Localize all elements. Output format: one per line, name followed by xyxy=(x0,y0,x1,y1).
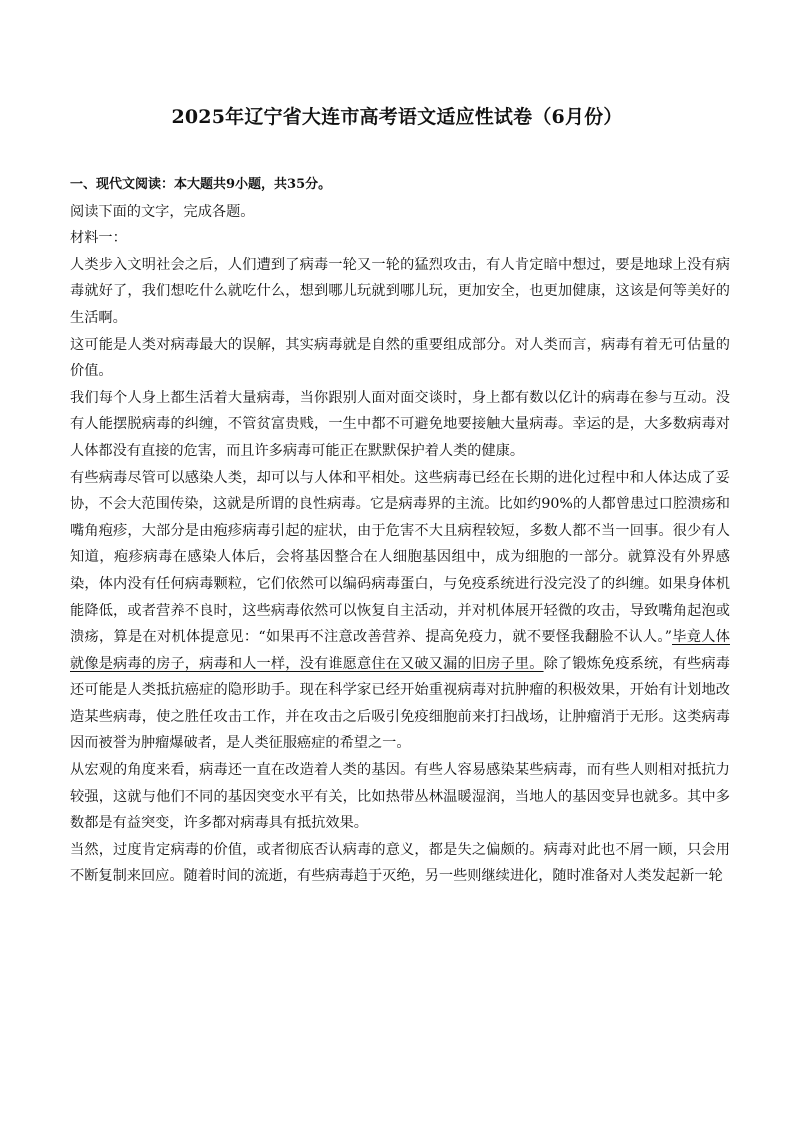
paragraph-4-part-2: 除了锻炼免疫系统，有些病毒还可能是人类抵抗癌症的隐形助手。现在科学家已经开始重视病毒对抗肿瘤的积极效果，开始有计划地改造某些病毒，使之胜任攻击工作，并在攻击之后吸引免疫细胞前来打扫战场，让肿瘤消于无形。这类病毒因而被誉为肿瘤爆破者，是人类征服癌症的希望之一。 xyxy=(70,655,730,752)
document-body xyxy=(70,172,730,890)
paragraph-5: 从宏观的角度来看，病毒还一直在改造着人类的基因。有些人容易感染某些病毒，而有些人则相对抵抗力较强，这就与他们不同的基因突变水平有关，比如热带丛林温暖湿润，当地人的基因变异也就多。其中多数都是有益突变，许多都对病毒具有抵抗效果。 xyxy=(70,762,730,832)
material-label: 材料一： xyxy=(70,230,127,247)
paragraph-4 xyxy=(70,465,730,758)
instruction-text: 阅读下面的文字，完成各题。 xyxy=(70,203,255,220)
paragraph-6: 当然，过度肯定病毒的价值，或者彻底否认病毒的意义，都是失之偏颇的。病毒对此也不屑一顾，只会用不断复制来回应。随着时间的流逝，有些病毒趋于灭绝，另一些则继续进化，随时准备对人类发起新一轮 xyxy=(70,841,730,885)
paragraph-3: 我们每个人身上都生活着大量病毒，当你跟别人面对面交谈时，身上都有数以亿计的病毒在参与互动。没有人能摆脱病毒的纠缠，不管贫富贵贱，一生中都不可避免地要接触大量病毒。幸运的是，大多数病毒对人体都没有直接的危害，而且许多病毒可能正在默默保护着人类的健康。 xyxy=(70,389,730,459)
paragraph-4-part-1: 有些病毒尽管可以感染人类，却可以与人体和平相处。这些病毒已经在长期的进化过程中和人体达成了妥协，不会大范围传染，这就是所谓的良性病毒。它是病毒界的主流。比如约90%的人都曾患过口腔溃疡和嘴角疱疹，大部分是由疱疹病毒引起的症状，由于危害不大且病程较短，多数人都不当一回事。很少有人知道，疱疹病毒在感染人体后，会将基因整合在人细胞基因组中，成为细胞的一部分。就算没有外界感染，体内没有任何病毒颗粒，它们依然可以编码病毒蛋白，与免疫系统进行没完没了的纠缠。如果身体机能降低，或者营养不良时，这些病毒依然可以恢复自主活动，并对机体展开轻微的攻击，导致嘴角起泡或溃疡，算是在对机体提意见：“如果再不注意改善营养、提高免疫力，就不要怪我翻脸不认人。” xyxy=(70,469,730,646)
paragraph-2: 这可能是人类对病毒最大的误解，其实病毒就是自然的重要组成部分。对人类而言，病毒有着无可估量的价值。 xyxy=(70,336,730,380)
paragraph-1: 人类步入文明社会之后，人们遭到了病毒一轮又一轮的猛烈攻击，有人肯定暗中想过，要是地球上没有病毒就好了，我们想吃什么就吃什么，想到哪儿玩就到哪儿玩，更加安全，也更加健康，这该是何等美好的生活啊。 xyxy=(70,256,730,326)
underlined-sentence: 毕竟人体就像是病毒的房子，病毒和人一样，没有谁愿意住在又破又漏的旧房子里。 xyxy=(70,629,730,672)
page-title: 2025年辽宁省大连市高考语文适应性试卷（6月份） xyxy=(171,106,623,128)
section-heading: 一、现代文阅读：本大题共9小题，共35分。 xyxy=(70,177,332,192)
